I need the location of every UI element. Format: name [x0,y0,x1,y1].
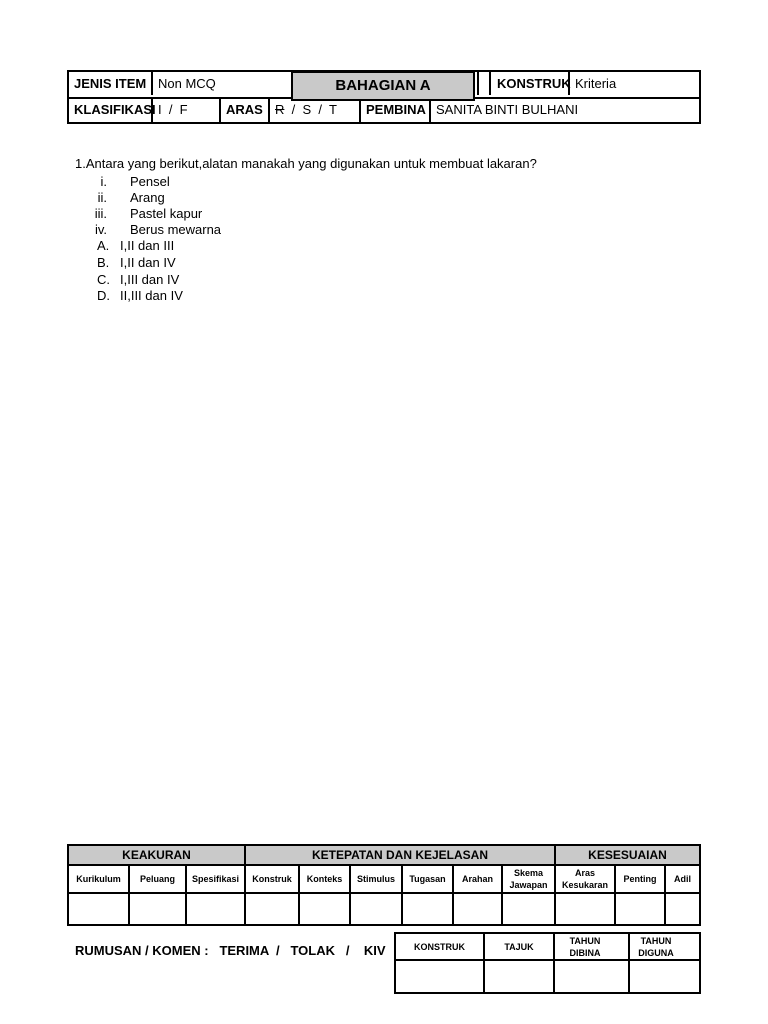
group-ketepatan: KETEPATAN DAN KEJELASAN [246,846,554,864]
col-konstruk: Konstruk [252,874,292,884]
item-text: Pastel kapur [130,206,203,221]
rumusan-komen: RUMUSAN / KOMEN : TERIMA / TOLAK / KIV [75,943,386,958]
col-tajuk: TAJUK [504,941,534,952]
col-konstruk-footer: KONSTRUK [414,941,465,952]
choice-letter: B. [97,255,110,270]
item-num: iii. [94,206,107,221]
choice-letter: C. [97,272,110,287]
aras-value [270,98,337,122]
konstruk-value: Kriteria [575,76,617,91]
choice-text: II,III dan IV [120,288,183,303]
aras-rest: / S / T [284,102,337,117]
konstruk-label: KONSTRUK [497,76,571,91]
col-spesifikasi: Spesifikasi [191,874,240,884]
klasifikasi-label: KLASIFIKASI [74,102,156,117]
item-header-table [67,70,701,124]
col-penting: Penting [623,874,657,884]
col-kurikulum: Kurikulum [76,874,121,884]
col-konteks: Konteks [306,874,343,884]
group-keakuran: KEAKURAN [69,846,244,864]
choice-text: I,III dan IV [120,272,180,287]
item-text: Berus mewarna [130,222,222,237]
col-peluang: Peluang [139,874,175,884]
col-aras-kesukaran: Aras Kesukaran [561,868,609,890]
choice-letter: A. [97,238,110,253]
evaluation-table [67,844,701,926]
col-tahun-diguna: TAHUN DIGUNA [638,935,674,958]
col-tugasan: Tugasan [409,874,446,884]
pembina-label: PEMBINA [366,102,426,117]
footer-table [394,932,701,994]
aras-label: ARAS [226,102,263,117]
jenis-item-label: JENIS ITEM [74,76,147,91]
item-num: i. [100,174,107,189]
aras-r-struck: R [275,102,285,117]
col-adil: Adil [674,874,691,884]
col-skema-jawapan: Skema Jawapan [509,868,548,890]
pembina-value: SANITA BINTI BULHANI [436,102,579,117]
jenis-item-value: Non MCQ [158,76,216,91]
choice-text: I,II dan IV [120,255,176,270]
group-kesesuaian: KESESUAIAN [556,846,699,864]
col-arahan: Arahan [461,874,493,884]
bahagian-title: BAHAGIAN A [291,71,475,101]
klasifikasi-value: I / F [158,102,188,117]
col-stimulus: Stimulus [356,874,395,884]
item-text: Pensel [130,174,170,189]
item-num: iv. [94,222,107,237]
question-text: 1.Antara yang berikut,alatan manakah yang digunakan untuk membuat lakaran? [75,156,537,171]
item-text: Arang [130,190,165,205]
choice-letter: D. [97,288,110,303]
item-num: ii. [97,190,107,205]
choice-text: I,II dan III [120,238,175,253]
col-tahun-dibina: TAHUN DIBINA [569,935,601,958]
